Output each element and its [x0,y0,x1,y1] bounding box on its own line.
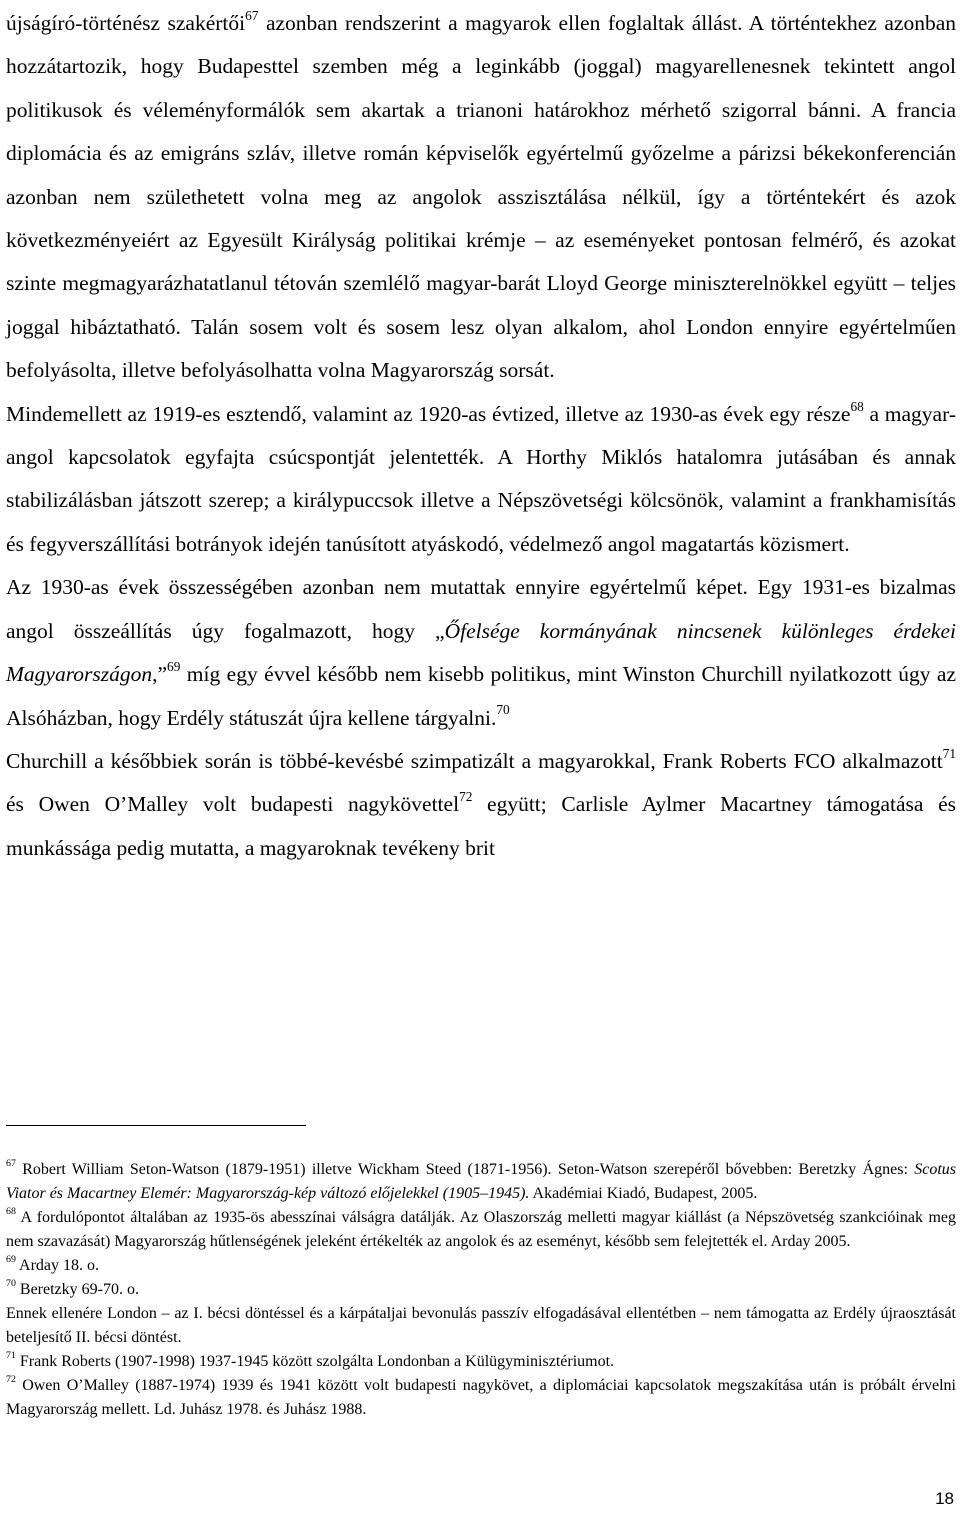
paragraph-3-text-c: míg egy évvel később nem kisebb politikus, mint Winston Churchill nyilatkozott úgy az Alsóházban, hogy Erdély státuszát újra kellene tárgyalni. [6,662,956,730]
paragraph-1-text-a: újságíró-történész szakértői [6,11,246,35]
footnotes [6,1158,956,1422]
footnote-ref-72[interactable]: 72 [459,789,473,805]
footnote-71 [6,1350,956,1374]
paragraph-4-text-a: Churchill a későbbiek során is többé-kevésbé szimpatizált a magyarokkal, Frank Roberts FCO alkalmazott [6,748,943,773]
footnote-ref-67[interactable]: 67 [245,7,259,23]
footnote-number-71: 71 [6,1350,16,1362]
footnote-ref-69[interactable]: 69 [167,658,181,674]
footnote-68 [6,1206,956,1254]
footnote-number-70: 70 [6,1278,16,1290]
paragraph-1-text-b: azonban rendszerint a magyarok ellen foglaltak állást. A történtekhez azonban hozzátartozik, hogy Budapesttel szemben még a leginkább (joggal) magyarellenesnek tekintett angol politikusok és véleményformálók sem akartak a trianoni határokhoz mérhető szigorral bánni. A francia diplomácia és az emigráns szláv, illetve román képviselők egyértelmű győzelme a párizsi békekonferencián azonban nem születhetett volna meg az angolok asszisztálása nélkül, így a történtekért és azok következményeiért az Egyesült Királyság politikai krémje – az eseményeket pontosan felmérő, és azokat szinte megmagyarázhatatlanul tétován szemlélő magyar-barát Lloyd George miniszterelnökkel együtt – teljes joggal hibáztatható. Talán sosem volt és sosem lesz olyan alkalom, ahol London ennyire egyértelműen befolyásolta, illetve befolyásolhatta volna Magyarország sorsát. [6,11,956,383]
footnote-72 [6,1374,956,1422]
body-text [6,2,956,870]
footnote-ref-71[interactable]: 71 [942,745,956,761]
footnote-number-67: 67 [6,1158,16,1170]
paragraph-1 [6,2,956,393]
footnote-70-text: Beretzky 69-70. o. [15,1281,139,1298]
footnote-68-text: A fordulópontot általában az 1935-ös abesszínai válságra datálják. Az Olaszország melletti magyar kiállást (a Népszövetség szankcióinak meg nem szavazását) Magyarország hűtlenségének jeleként értékelték az angolok és az eseményt, később sem felejtették el. Arday 2005. [6,1209,956,1250]
footnote-70-continuation: Ennek ellenére London – az I. bécsi döntéssel és a kárpátaljai bevonulás passzív elfogadásával ellentétben – nem támogatta az Erdély újraosztását beteljesítő II. bécsi döntést. [6,1305,956,1346]
footnote-67 [6,1158,956,1206]
footnote-67-title: Scotus Viator és Macartney Elemér: Magyarország-kép változó előjelekkel (1905–1945). [6,1161,956,1202]
paragraph-3 [6,566,956,740]
paragraph-4-text-b: és Owen O’Malley volt budapesti nagykövettel [6,792,460,817]
footnote-separator [6,1125,306,1126]
footnote-69-text: Arday 18. o. [15,1257,100,1274]
footnote-72-text: Owen O’Malley (1887-1974) 1939 és 1941 között volt budapesti nagykövet, a diplomáciai kapcsolatok megszakítása után is próbált érvelni Magyarország mellett. Ld. Juhász 1978. és Juhász 1988. [6,1377,956,1418]
paragraph-4-text-c: együtt; Carlisle Aylmer Macartney támogatása és munkássága pedig mutatta, a magyaroknak tevékeny brit [6,792,956,860]
footnote-69 [6,1254,956,1278]
page-number: 18 [935,1489,954,1508]
footnote-number-72: 72 [6,1374,16,1386]
footnote-ref-68[interactable]: 68 [850,398,864,414]
footnote-71-text: Frank Roberts (1907-1998) 1937-1945 között szolgálta Londonban a Külügyminisztériumot. [15,1353,615,1370]
paragraph-4 [6,740,956,870]
footnote-number-69: 69 [6,1254,16,1266]
footnote-ref-70[interactable]: 70 [496,702,510,718]
footnote-70 [6,1278,956,1302]
footnote-67-text-b: Akadémiai Kiadó, Budapest, 2005. [529,1185,758,1202]
footnote-number-68: 68 [6,1206,16,1218]
paragraph-2-text-a: Mindemellett az 1919-es esztendő, valamint az 1920-as évtized, illetve az 1930-as évek egy része [6,401,851,426]
footnote-67-text-a: Robert William Seton-Watson (1879-1951) illetve Wickham Steed (1871-1956). Seton-Watson szerepéről bővebben: Beretzky Ágnes: [15,1161,915,1178]
paragraph-3-quote: Őfelsége kormányának nincsenek különleges érdekei Magyarországon [6,618,956,687]
paragraph-2 [6,393,956,567]
paragraph-3-text-a: Az 1930-as évek összességében azonban nem mutattak ennyire egyértelmű képet. Egy 1931-es bizalmas angol összeállítás úgy fogalmazott, hogy „ [6,575,956,643]
paragraph-3-text-b: ,” [152,662,168,687]
paragraph-2-text-b: a magyar-angol kapcsolatok egyfajta csúcspontját jelentették. A Horthy Miklós hatalomra jutásában és annak stabilizálásban játszott szerep; a királypuccsok illetve a Népszövetségi kölcsönök, valamint a frankhamisítás és fegyverszállítási botrányok idején tanúsított atyáskodó, védelmező angol magatartás közismert. [6,401,956,556]
